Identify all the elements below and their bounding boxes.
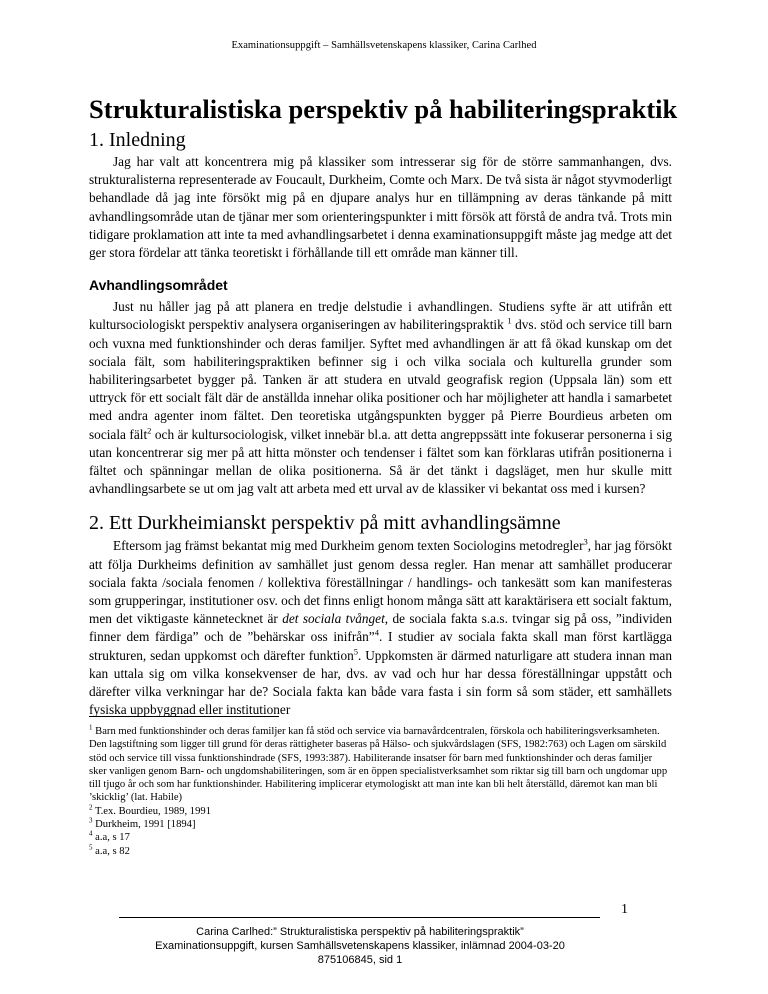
text-run: , har jag försökt att följa Durkheims definition av samhället just genom dessa regler. Han menar att samhället producerar sociala fakta /sociala fenomen / kollektiva föreställningar / handlings- och tankesätt som kan manifesteras som grupperingar, institutioner osv. och det finns enligt honom många sätt att karaktärisera ett socialt faktum, men det viktigaste kännetecknet är: [89, 538, 672, 627]
footnote-text: a.a, s 17: [95, 832, 130, 844]
footnote-text: T.ex. Bourdieu, 1989, 1991: [94, 805, 211, 817]
footnote-number: 2: [89, 803, 93, 812]
paragraph-durkheim: [89, 537, 672, 719]
footnote-2: [89, 805, 672, 818]
subsection-heading-avhandlingsomradet: Avhandlingsområdet: [89, 277, 228, 294]
footnote-ref-5[interactable]: 5: [353, 646, 359, 657]
footnote-ref-2[interactable]: 2: [147, 425, 152, 436]
footnote-ref-1[interactable]: 1: [507, 316, 512, 326]
running-header: Examinationsuppgift – Samhällsvetenskapens klassiker, Carina Carlhed: [231, 40, 537, 51]
footnotes: [89, 716, 672, 858]
footnote-3: [89, 818, 672, 831]
text-run: Just nu håller jag på att planera en tredje delstudie i avhandlingen. Studiens syfte är att utifrån ett kultursociologiskt perspektiv analysera organiseringen av habiliteringspraktik: [89, 299, 672, 333]
text-run: Eftersom jag främst bekantat mig med Durkheim genom texten Sociologins metodregler: [113, 538, 584, 554]
footnote-4: [89, 831, 672, 844]
section-heading-inledning: 1. Inledning: [89, 129, 186, 151]
footnote-ref-3[interactable]: 3: [583, 537, 588, 548]
footnote-number: 1: [89, 723, 93, 732]
page-footer: [0, 925, 720, 967]
footer-line-3: 875106845, sid 1: [317, 954, 403, 966]
footnote-number: 3: [89, 816, 93, 825]
document-title: Strukturalistiska perspektiv på habiliteringspraktik: [89, 94, 678, 124]
text-run: , de sociala fakta s.a.s. tvingar sig på oss, ”individen finner dem färdiga” och de ”behärskar oss inifrån”: [89, 611, 672, 645]
footnote-text: Barn med funktionshinder och deras familjer kan få stöd och service via barnavårdcentralen, förskola och habiliteringsverksamheten. Den lagstiftning som ligger till grund för deras rättigheter baseras på Hälso- och sjukvårdslagen (SFS, 1982:763) och Lagen om särskild stöd och service till vissa funktionshindrade (SFS, 1993:387). Habiliterande insatser för barn med funktionshinder och deras familjer sker vanligen genom Barn- och ungdomshabiliteringen, som är en öppen specialistverksamhet som riktar sig till barn och ungdomar upp till tjugo år och som har funktionshinder. Habilitering implicerar etymologiskt att man inte kan bli helt återställd, däremot kan man bli ’skicklig’ (lat. Habile): [89, 726, 668, 804]
text-run: . Uppkomsten är därmed naturligare att studera innan man kan uttala sig om vilka konsekvenser de har, dvs. av vad och hur har dessa föreställningar uppstått och därefter vilka verkningar har de? Sociala fakta kan både vara fasta i sin form så som städer, ett samhällets fysiska uppbyggnad eller institutioner: [89, 647, 672, 718]
footnote-1: [89, 725, 672, 805]
paragraph-avhandlingsomradet: [89, 298, 672, 498]
text-run: dvs. stöd och service till barn och vuxna med funktionshinder och deras familjer. Syftet med avhandlingen är att få ökad kunskap om det sociala fält, som habiliteringspraktiken befinner sig i och vilka sociala och kulturella grunder som habiliteringsarbetet bygger på. Tanken är att studera en utvald geografisk region (Uppsala län) som ett uttryck för ett socialt fält där de anställda innehar olika positioner och har möjligheter att handla i samarbetet med andra agenter inom fältet. Den teoretiska utgångspunkten bygger på Pierre Bourdieus arbeten om sociala fält: [89, 317, 672, 442]
page-number: 1: [621, 902, 628, 917]
footnote-number: 5: [89, 843, 93, 852]
text-run: . I studier av sociala fakta skall man först kartlägga strukturen, sedan uppkomst och därefter funktion: [89, 629, 672, 663]
footer-line-1: Carina Carlhed:” Strukturalistiska perspektiv på habiliteringspraktik”: [196, 926, 524, 938]
footnote-separator: [89, 716, 279, 717]
footnote-text: Durkheim, 1991 [1894]: [95, 819, 196, 831]
footnote-number: 4: [89, 829, 93, 838]
paragraph-inledning: Jag har valt att koncentrera mig på klassiker som intresserar sig för de större sammanhangen, dvs. strukturalisterna representerade av Foucault, Durkheim, Comte och Marx. De två sista är något styvmoderligt behandlade då jag inte försökt mig på en djupare analys hur en tillämpning av deras tänkande på mitt avhandlingsområde utan de tjänar mer som orienteringspunkter i mitt försök att förstå de andra två. Trots min tidigare proklamation att inte ta med avhandlingsarbetet i denna examinationsuppgift måste jag medge att det ger stora fördelar att tänka teoretiskt i förhållande till ett område man känner till.: [89, 154, 672, 261]
section-heading-durkheim: 2. Ett Durkheimianskt perspektiv på mitt avhandlingsämne: [89, 512, 561, 535]
main-content: [89, 92, 678, 719]
footnote-text: a.a, s 82: [95, 845, 130, 857]
text-run: och är kultursociologisk, vilket innebär bl.a. att detta angreppssätt inte fokuserar personerna i sig utan koncentrerar sig mer på att hitta mönster och tendenser i fältet som kan förklaras utifrån positionerna i fältet och spänningar mellan de olika positionerna. Så är det tänkt i dagsläget, men hur skulle mitt avhandlingsarbete se ut om jag valt att arbeta med ett urval av de klassiker vi bekantat oss med i kursen?: [89, 426, 673, 497]
footnote-ref-4[interactable]: 4: [374, 628, 379, 639]
emphasis-text: det sociala tvånget: [282, 611, 385, 627]
footnote-5: [89, 845, 672, 858]
footer-rule: [119, 917, 600, 918]
footer-line-2: Examinationsuppgift, kursen Samhällsvetenskapens klassiker, inlämnad 2004-03-20: [155, 940, 565, 952]
